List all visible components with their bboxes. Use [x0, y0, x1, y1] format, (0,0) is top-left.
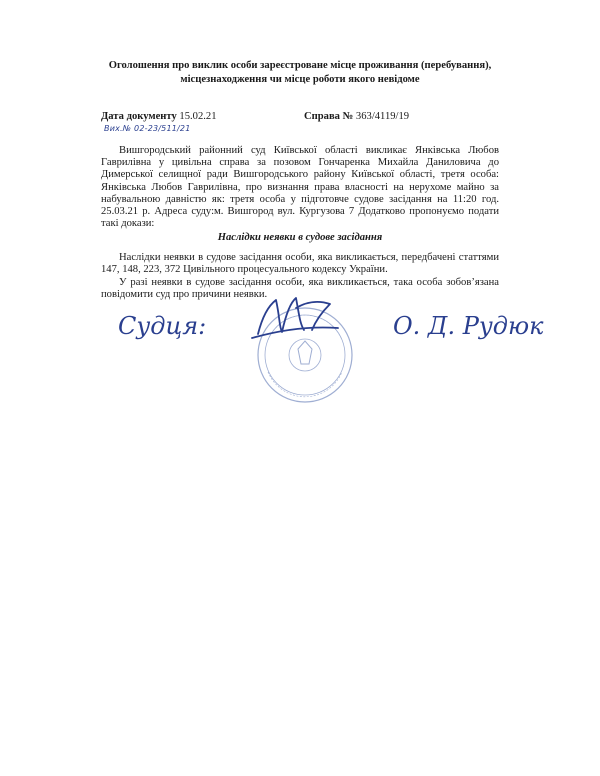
consequences-paragraph: Наслідки неявки в судове засідання особи, яка викликається, передбачені статтями 147, 148, 223, 372 Цивільного процесуального кодексу України.: [101, 252, 499, 276]
case-label: Справа №: [304, 111, 354, 122]
judge-handwritten-label: [118, 312, 206, 340]
court-stamp-icon: [258, 308, 352, 402]
judge-handwritten-text: Судця:: [118, 312, 207, 340]
date-value: 15.02.21: [179, 111, 217, 122]
summons-paragraph: Вишгородський районний суд Київської області викликає Янківська Любов Гаврилівна у цивільна справа за позовом Гончаренка Михайла Даниловича до Димерської селищної ради Вишгородського району Київської області, третя особа: Янківська Любов Гаврилівна, про визнання права власності на нерухоме майно за набувальною давністю як: третя особа у підготовче судове засідання на 11:20 год. 25.03.21 р. Адреса суду:м. Вишгород вул. Кургузова 7 Додатково пропонуємо подати такі докази:: [101, 145, 499, 230]
handwritten-outgoing-number: Вих.№ 02-23/511/21: [104, 124, 191, 133]
judge-signature-icon: [252, 298, 338, 338]
judge-name-handwritten-text: О. Д. Рудюк: [393, 312, 544, 340]
judge-name-handwritten: [393, 312, 544, 340]
date-label: Дата документу: [101, 111, 177, 122]
notification-paragraph: У разі неявки в судове засідання особи, яка викликається, така особа зобов’язана повідомити суд про причини неявки.: [101, 277, 499, 301]
case-value: 363/4119/19: [355, 111, 410, 122]
section-heading: Наслідки неявки в судове засідання: [217, 232, 383, 243]
title-line-1: Оголошення про виклик особи зареєстроване місце проживання (перебування),: [108, 60, 492, 71]
title-line-2: місцезнаходження чи місце роботи якого невідоме: [180, 74, 420, 85]
